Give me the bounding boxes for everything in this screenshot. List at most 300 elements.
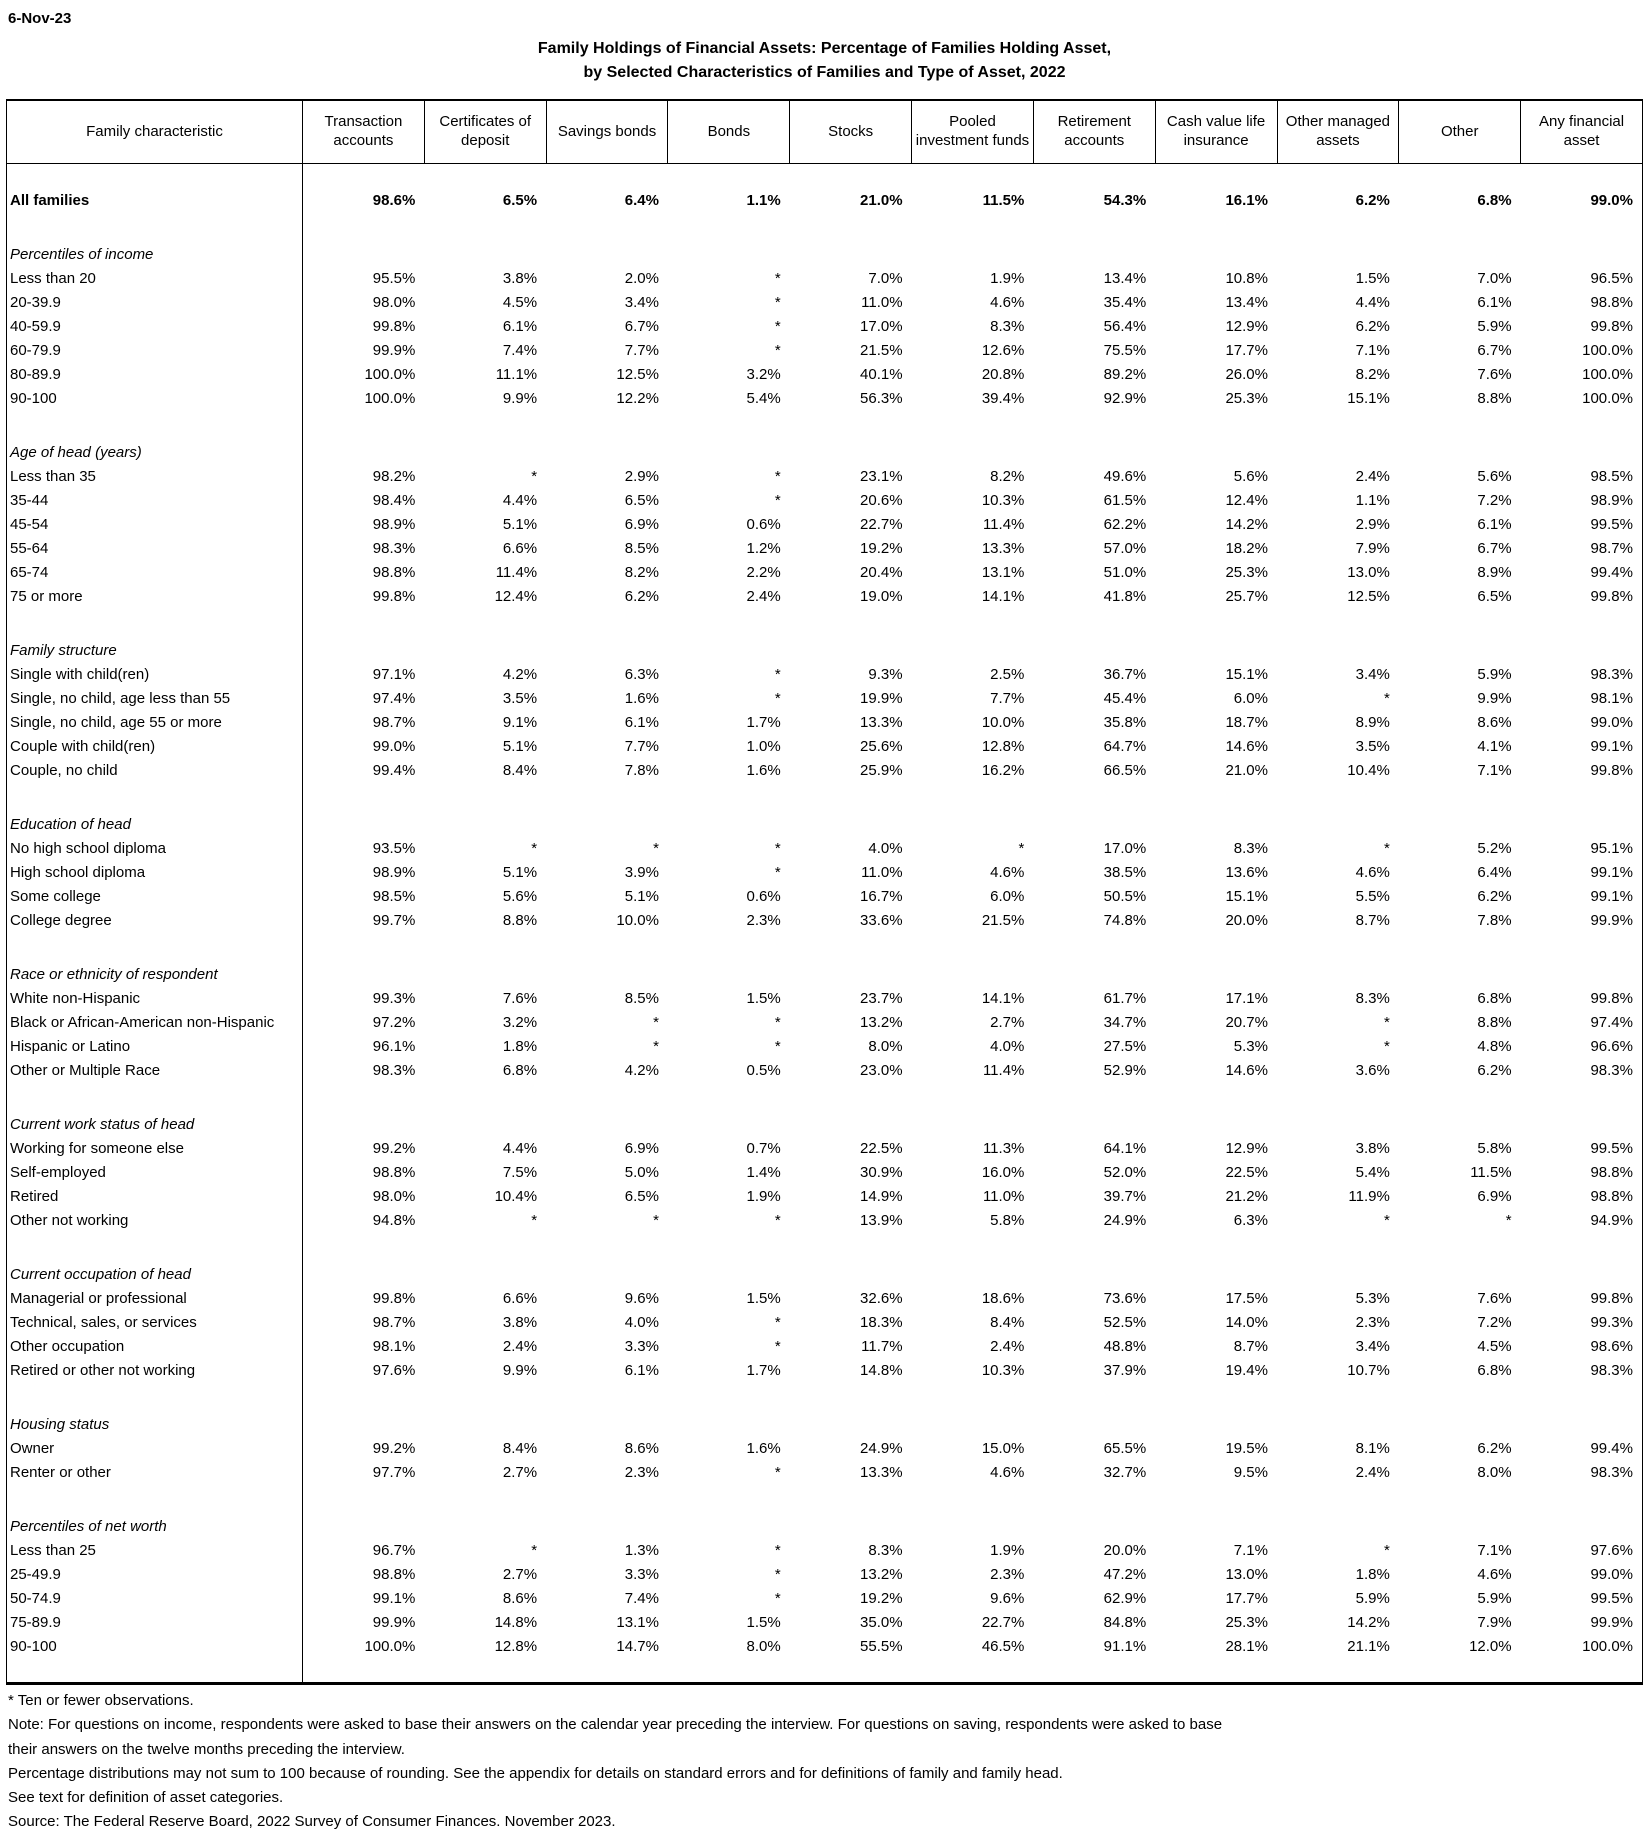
cell-value: 6.7% xyxy=(624,317,659,335)
cell-value: 2.3% xyxy=(624,1463,659,1481)
cell-value: 5.9% xyxy=(1477,665,1512,683)
cell-value: 13.0% xyxy=(1347,563,1390,581)
cell-value: * xyxy=(653,1211,659,1229)
cell-value: 99.0% xyxy=(1590,1565,1633,1583)
cell-value: 6.1% xyxy=(624,713,659,731)
column-header-transaction-accounts: Transaction accounts xyxy=(303,100,425,164)
cell-value: 14.9% xyxy=(860,1187,903,1205)
table-row xyxy=(7,188,1643,212)
row-label: 90-100 xyxy=(7,386,303,410)
cell-value: 4.2% xyxy=(624,1061,659,1079)
cell-value: 8.5% xyxy=(624,539,659,557)
cell-value: 21.0% xyxy=(1225,761,1268,779)
cell-value: * xyxy=(774,1463,781,1481)
row-label: Single with child(ren) xyxy=(7,662,303,686)
cell-value: 1.9% xyxy=(746,1187,781,1205)
cell-value: 6.8% xyxy=(1477,191,1512,209)
cell-value: * xyxy=(774,1037,781,1055)
section-header-rest xyxy=(303,812,1643,836)
cell-value: 20.7% xyxy=(1225,1013,1268,1031)
cell-value: 5.6% xyxy=(1477,467,1512,485)
cell-value: 7.0% xyxy=(868,269,903,287)
section-header-row xyxy=(7,1514,1643,1538)
cell-value: * xyxy=(774,1589,781,1607)
cell-value: 13.6% xyxy=(1225,863,1268,881)
table-row xyxy=(7,1208,1643,1232)
cell-value: 37.9% xyxy=(1103,1361,1147,1379)
cell-value: 4.5% xyxy=(502,293,538,311)
table-body xyxy=(7,164,1643,1684)
cell-value: 13.2% xyxy=(860,1565,903,1583)
cell-value: 4.6% xyxy=(990,293,1025,311)
cell-value: 5.9% xyxy=(1477,1589,1512,1607)
cell-value: 2.2% xyxy=(746,563,781,581)
cell-value: * xyxy=(653,1013,659,1031)
table-row xyxy=(7,1634,1643,1658)
cell-value: 18.2% xyxy=(1225,539,1268,557)
cell-value: * xyxy=(774,269,781,287)
cell-value: 99.1% xyxy=(372,1589,416,1607)
cell-value: 91.1% xyxy=(1103,1637,1147,1655)
cell-value: 11.7% xyxy=(861,1337,903,1355)
cell-value: 14.2% xyxy=(1225,515,1268,533)
cell-value: 16.2% xyxy=(981,761,1025,779)
row-label: Retired xyxy=(7,1184,303,1208)
cell-value: 96.7% xyxy=(372,1541,416,1559)
row-label: Renter or other xyxy=(7,1460,303,1484)
cell-value: 2.7% xyxy=(502,1565,538,1583)
table-row xyxy=(7,584,1643,608)
cell-value: 96.1% xyxy=(372,1037,416,1055)
cell-value: 8.4% xyxy=(502,1439,538,1457)
cell-value: 4.6% xyxy=(1355,863,1390,881)
cell-value: 26.0% xyxy=(1225,365,1268,383)
cell-value: 11.3% xyxy=(982,1139,1025,1157)
cell-value: 47.2% xyxy=(1103,1565,1147,1583)
data-table xyxy=(6,99,1643,1685)
cell-value: 11.5% xyxy=(1470,1163,1512,1181)
table-title xyxy=(6,37,1643,85)
section-header-rest xyxy=(303,1514,1643,1538)
cell-value: 92.9% xyxy=(1103,389,1147,407)
cell-value: 98.8% xyxy=(372,1163,416,1181)
cell-value: 8.9% xyxy=(1355,713,1390,731)
cell-value: 2.4% xyxy=(990,1337,1025,1355)
cell-value: 38.5% xyxy=(1103,863,1147,881)
cell-value: 55.5% xyxy=(860,1637,903,1655)
cell-value: 4.1% xyxy=(1477,737,1512,755)
spacer-rest xyxy=(303,410,1643,440)
table-row xyxy=(7,710,1643,734)
section-header-rest xyxy=(303,638,1643,662)
cell-value: 99.0% xyxy=(1590,713,1633,731)
cell-value: 11.0% xyxy=(861,293,903,311)
cell-value: 11.0% xyxy=(982,1187,1025,1205)
table-row xyxy=(7,1358,1643,1382)
row-label: 25-49.9 xyxy=(7,1562,303,1586)
cell-value: 95.5% xyxy=(372,269,416,287)
cell-value: 4.4% xyxy=(502,1139,538,1157)
row-label: Working for someone else xyxy=(7,1136,303,1160)
cell-value: 2.0% xyxy=(624,269,659,287)
cell-value: 5.1% xyxy=(502,737,538,755)
cell-value: 19.5% xyxy=(1225,1439,1268,1457)
cell-value: 7.4% xyxy=(624,1589,659,1607)
cell-value: 98.9% xyxy=(1590,491,1633,509)
cell-value: 4.0% xyxy=(868,839,903,857)
cell-value: 14.7% xyxy=(616,1637,659,1655)
spacer-stub xyxy=(7,608,303,638)
cell-value: 21.1% xyxy=(1347,1637,1390,1655)
section-header-row xyxy=(7,1412,1643,1436)
cell-value: 6.8% xyxy=(1477,1361,1512,1379)
cell-value: 7.2% xyxy=(1477,1313,1512,1331)
spacer-rest xyxy=(303,1484,1643,1514)
cell-value: 11.1% xyxy=(495,365,538,383)
cell-value: 6.9% xyxy=(624,1139,659,1157)
cell-value: 1.9% xyxy=(990,269,1025,287)
cell-value: 39.4% xyxy=(981,389,1025,407)
cell-value: 97.1% xyxy=(372,665,416,683)
cell-value: 18.7% xyxy=(1225,713,1268,731)
cell-value: 96.5% xyxy=(1590,269,1633,287)
table-row xyxy=(7,662,1643,686)
cell-value: 98.3% xyxy=(372,1061,416,1079)
cell-value: 1.5% xyxy=(746,1613,781,1631)
section-header-rest xyxy=(303,440,1643,464)
cell-value: 99.9% xyxy=(1590,1613,1633,1631)
cell-value: 1.6% xyxy=(746,761,781,779)
cell-value: 1.2% xyxy=(746,539,781,557)
section-header: Current work status of head xyxy=(7,1112,303,1136)
cell-value: 25.7% xyxy=(1225,587,1268,605)
cell-value: * xyxy=(1383,839,1390,857)
row-label: 45-54 xyxy=(7,512,303,536)
cell-value: 16.0% xyxy=(981,1163,1025,1181)
section-header: Current occupation of head xyxy=(7,1262,303,1286)
row-label: Single, no child, age less than 55 xyxy=(7,686,303,710)
cell-value: 39.7% xyxy=(1103,1187,1147,1205)
spacer-stub xyxy=(7,932,303,962)
cell-value: 65.5% xyxy=(1103,1439,1147,1457)
cell-value: 5.4% xyxy=(746,389,781,407)
cell-value: 99.9% xyxy=(372,1613,416,1631)
cell-value: 10.3% xyxy=(981,491,1025,509)
cell-value: 1.5% xyxy=(746,1289,781,1307)
cell-value: 0.6% xyxy=(746,515,781,533)
cell-value: 41.8% xyxy=(1103,587,1147,605)
cell-value: 2.4% xyxy=(746,587,781,605)
cell-value: * xyxy=(774,689,781,707)
cell-value: 1.1% xyxy=(746,191,781,209)
table-row xyxy=(7,758,1643,782)
cell-value: 66.5% xyxy=(1103,761,1147,779)
cell-value: 2.4% xyxy=(502,1337,538,1355)
cell-value: 100.0% xyxy=(364,365,416,383)
cell-value: 73.6% xyxy=(1103,1289,1147,1307)
cell-value: 52.9% xyxy=(1103,1061,1147,1079)
cell-value: 8.8% xyxy=(1477,389,1512,407)
cell-value: 96.6% xyxy=(1590,1037,1633,1055)
cell-value: 98.3% xyxy=(372,539,416,557)
cell-value: 4.2% xyxy=(502,665,538,683)
cell-value: 33.6% xyxy=(860,911,903,929)
cell-value: 57.0% xyxy=(1103,539,1147,557)
table-row xyxy=(7,560,1643,584)
cell-value: 6.5% xyxy=(624,1187,659,1205)
cell-value: 21.5% xyxy=(860,341,903,359)
cell-value: 20.4% xyxy=(860,563,903,581)
cell-value: 98.3% xyxy=(1590,665,1633,683)
cell-value: 8.3% xyxy=(868,1541,903,1559)
cell-value: 13.3% xyxy=(860,1463,903,1481)
cell-value: * xyxy=(774,1313,781,1331)
cell-value: 17.5% xyxy=(1225,1289,1268,1307)
cell-value: 7.8% xyxy=(1477,911,1512,929)
cell-value: 12.6% xyxy=(981,341,1025,359)
cell-value: 35.4% xyxy=(1103,293,1147,311)
column-header-stocks: Stocks xyxy=(790,100,912,164)
cell-value: 28.1% xyxy=(1225,1637,1268,1655)
cell-value: 8.3% xyxy=(1233,839,1268,857)
cell-value: 4.4% xyxy=(1355,293,1390,311)
cell-value: 12.5% xyxy=(1347,587,1390,605)
cell-value: 14.8% xyxy=(860,1361,903,1379)
cell-value: 5.6% xyxy=(1233,467,1268,485)
section-header: Age of head (years) xyxy=(7,440,303,464)
row-label: Other not working xyxy=(7,1208,303,1232)
footnote-note-line-2: their answers on the twelve months preceding the interview. xyxy=(8,1740,405,1758)
cell-value: 12.9% xyxy=(1225,1139,1268,1157)
table-row xyxy=(7,1334,1643,1358)
table-row xyxy=(7,488,1643,512)
cell-value: 22.7% xyxy=(860,515,903,533)
cell-value: 98.1% xyxy=(372,1337,416,1355)
cell-value: 11.4% xyxy=(495,563,538,581)
cell-value: 7.6% xyxy=(1477,1289,1512,1307)
table-row xyxy=(7,908,1643,932)
cell-value: 98.0% xyxy=(372,1187,416,1205)
cell-value: 35.0% xyxy=(860,1613,903,1631)
cell-value: 9.3% xyxy=(868,665,903,683)
cell-value: 21.5% xyxy=(981,911,1025,929)
table-row xyxy=(7,1184,1643,1208)
cell-value: 99.8% xyxy=(372,317,416,335)
cell-value: 4.6% xyxy=(1477,1565,1512,1583)
cell-value: 48.8% xyxy=(1103,1337,1147,1355)
cell-value: 23.7% xyxy=(860,989,903,1007)
cell-value: 2.9% xyxy=(624,467,659,485)
cell-value: 8.4% xyxy=(502,761,538,779)
cell-value: 98.3% xyxy=(1590,1061,1633,1079)
cell-value: 6.1% xyxy=(624,1361,659,1379)
cell-value: 20.0% xyxy=(1103,1541,1147,1559)
row-label: 90-100 xyxy=(7,1634,303,1658)
cell-value: 89.2% xyxy=(1103,365,1147,383)
spacer-rest xyxy=(303,1082,1643,1112)
cell-value: 7.6% xyxy=(502,989,538,1007)
cell-value: 1.3% xyxy=(624,1541,659,1559)
cell-value: 3.5% xyxy=(502,689,538,707)
cell-value: 99.5% xyxy=(1590,1589,1633,1607)
cell-value: 51.0% xyxy=(1103,563,1147,581)
cell-value: 99.0% xyxy=(372,737,416,755)
cell-value: 11.5% xyxy=(982,191,1025,209)
cell-value: 8.3% xyxy=(990,317,1025,335)
column-header-bonds: Bonds xyxy=(668,100,790,164)
cell-value: * xyxy=(774,665,781,683)
spacer-row xyxy=(7,608,1643,638)
cell-value: 6.2% xyxy=(1477,1061,1512,1079)
row-label: 35-44 xyxy=(7,488,303,512)
cell-value: 12.9% xyxy=(1225,317,1268,335)
cell-value: 15.1% xyxy=(1347,389,1390,407)
cell-value: 99.4% xyxy=(1590,563,1633,581)
spacer-row xyxy=(7,410,1643,440)
row-label: Owner xyxy=(7,1436,303,1460)
cell-value: 62.2% xyxy=(1103,515,1147,533)
cell-value: 100.0% xyxy=(1582,341,1633,359)
cell-value: 8.2% xyxy=(990,467,1025,485)
table-row xyxy=(7,1160,1643,1184)
cell-value: 3.3% xyxy=(624,1337,659,1355)
row-label: Hispanic or Latino xyxy=(7,1034,303,1058)
cell-value: 13.3% xyxy=(860,713,903,731)
table-row xyxy=(7,386,1643,410)
cell-value: 98.5% xyxy=(1590,467,1633,485)
cell-value: 84.8% xyxy=(1103,1613,1147,1631)
row-label: White non-Hispanic xyxy=(7,986,303,1010)
table-row xyxy=(7,1460,1643,1484)
row-label: 60-79.9 xyxy=(7,338,303,362)
cell-value: 1.8% xyxy=(502,1037,538,1055)
spacer-rest xyxy=(303,164,1643,189)
spacer-row xyxy=(7,1484,1643,1514)
cell-value: 3.9% xyxy=(624,863,659,881)
cell-value: 97.6% xyxy=(1590,1541,1633,1559)
spacer-stub xyxy=(7,1382,303,1412)
row-label: Black or African-American non-Hispanic xyxy=(7,1010,303,1034)
cell-value: 12.4% xyxy=(494,587,538,605)
cell-value: 7.9% xyxy=(1477,1613,1512,1631)
cell-value: 20.0% xyxy=(1225,911,1268,929)
cell-value: 13.3% xyxy=(981,539,1025,557)
column-header-certificates-of-deposit: Certificates of deposit xyxy=(424,100,546,164)
spacer-row xyxy=(7,1382,1643,1412)
cell-value: 7.7% xyxy=(990,689,1025,707)
spacer-stub xyxy=(7,212,303,242)
cell-value: * xyxy=(1383,1541,1390,1559)
cell-value: * xyxy=(653,1037,659,1055)
cell-value: 8.8% xyxy=(1477,1013,1512,1031)
table-row xyxy=(7,1538,1643,1562)
cell-value: 6.3% xyxy=(624,665,659,683)
spacer-stub xyxy=(7,1082,303,1112)
cell-value: 8.0% xyxy=(746,1637,781,1655)
cell-value: 99.1% xyxy=(1590,737,1633,755)
row-label: 75-89.9 xyxy=(7,1610,303,1634)
cell-value: 99.3% xyxy=(372,989,416,1007)
cell-value: 49.6% xyxy=(1103,467,1147,485)
cell-value: * xyxy=(774,293,781,311)
cell-value: 32.7% xyxy=(1103,1463,1147,1481)
cell-value: 8.7% xyxy=(1355,911,1390,929)
cell-value: 2.5% xyxy=(990,665,1025,683)
cell-value: 98.9% xyxy=(372,863,416,881)
cell-value: * xyxy=(774,839,781,857)
cell-value: 99.8% xyxy=(1590,317,1633,335)
cell-value: 100.0% xyxy=(364,1637,416,1655)
section-header-row xyxy=(7,440,1643,464)
spacer-row xyxy=(7,1658,1643,1684)
row-label: 75 or more xyxy=(7,584,303,608)
row-label: 80-89.9 xyxy=(7,362,303,386)
cell-value: 5.1% xyxy=(502,515,538,533)
cell-value: 5.8% xyxy=(1477,1139,1512,1157)
cell-value: 97.2% xyxy=(372,1013,416,1031)
spacer-rest xyxy=(303,608,1643,638)
cell-value: 13.2% xyxy=(860,1013,903,1031)
cell-value: 97.7% xyxy=(372,1463,416,1481)
cell-value: 8.8% xyxy=(502,911,538,929)
cell-value: 6.2% xyxy=(1355,191,1390,209)
cell-value: 99.8% xyxy=(1590,587,1633,605)
cell-value: 98.7% xyxy=(372,713,416,731)
cell-value: 0.7% xyxy=(746,1139,781,1157)
cell-value: 10.0% xyxy=(616,911,659,929)
spacer-stub xyxy=(7,1484,303,1514)
cell-value: 98.6% xyxy=(1590,1337,1633,1355)
cell-value: 95.1% xyxy=(1590,839,1633,857)
row-label: Less than 25 xyxy=(7,1538,303,1562)
cell-value: 9.6% xyxy=(990,1589,1025,1607)
cell-value: 7.8% xyxy=(624,761,659,779)
cell-value: * xyxy=(774,341,781,359)
cell-value: 99.2% xyxy=(372,1139,416,1157)
cell-value: 98.3% xyxy=(1590,1463,1633,1481)
cell-value: 8.6% xyxy=(1477,713,1512,731)
row-label: 65-74 xyxy=(7,560,303,584)
cell-value: 8.9% xyxy=(1477,563,1512,581)
cell-value: 5.1% xyxy=(624,887,659,905)
cell-value: 50.5% xyxy=(1103,887,1147,905)
cell-value: 8.0% xyxy=(1477,1463,1512,1481)
cell-value: 4.8% xyxy=(1477,1037,1512,1055)
table-row xyxy=(7,338,1643,362)
cell-value: 10.8% xyxy=(1225,269,1268,287)
cell-value: 13.1% xyxy=(616,1613,659,1631)
cell-value: 16.7% xyxy=(860,887,903,905)
spacer-rest xyxy=(303,932,1643,962)
cell-value: 1.9% xyxy=(990,1541,1025,1559)
cell-value: 5.0% xyxy=(624,1163,659,1181)
cell-value: 13.9% xyxy=(860,1211,903,1229)
cell-value: 99.4% xyxy=(372,761,416,779)
cell-value: 64.1% xyxy=(1103,1139,1147,1157)
cell-value: 6.0% xyxy=(990,887,1025,905)
cell-value: * xyxy=(774,491,781,509)
table-row xyxy=(7,266,1643,290)
cell-value: 8.2% xyxy=(624,563,659,581)
cell-value: 4.5% xyxy=(1477,1337,1512,1355)
cell-value: 25.6% xyxy=(860,737,903,755)
cell-value: 99.8% xyxy=(1590,989,1633,1007)
cell-value: 1.6% xyxy=(624,689,659,707)
cell-value: 8.6% xyxy=(502,1589,538,1607)
cell-value: 21.2% xyxy=(1225,1187,1268,1205)
cell-value: 3.4% xyxy=(1355,1337,1390,1355)
cell-value: 6.9% xyxy=(1477,1187,1512,1205)
